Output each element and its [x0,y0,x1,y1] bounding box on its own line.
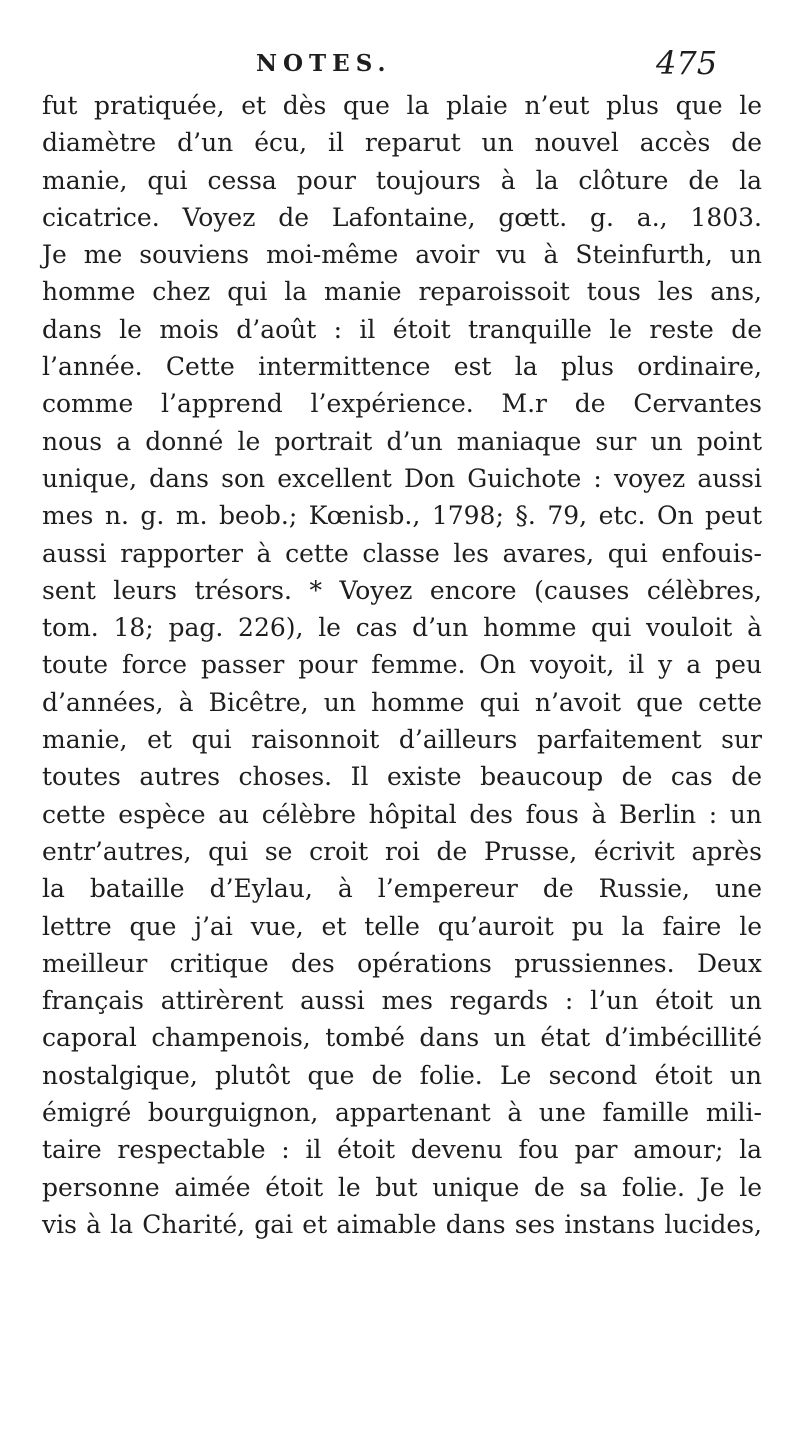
text-line: cette espèce au célèbre hôpital des fous à Berlin : un [42,799,762,829]
text-line: caporal champenois, tombé dans un état d’imbécillité [42,1023,762,1053]
body-text [42,87,762,1243]
text-line: unique, dans son excellent Don Guichote : voyez aussi [42,463,762,493]
page-number: 475 [656,44,718,82]
text-line: vis à la Charité, gai et aimable dans ses instans lucides, [42,1209,762,1239]
text-line: mes n. g. m. beob.; Kœnisb., 1798; §. 79, etc. On peut [42,501,762,531]
text-line: personne aimée étoit le but unique de sa folie. Je le [42,1172,762,1202]
text-line: nostalgique, plutôt que de folie. Le second étoit un [42,1060,762,1090]
text-line: dans le mois d’août : il étoit tranquille le reste de [42,314,762,344]
text-line: d’années, à Bicêtre, un homme qui n’avoit que cette [42,687,762,717]
text-line: homme chez qui la manie reparoissoit tous les ans, [42,277,762,307]
text-line: lettre que j’ai vue, et telle qu’auroit pu la faire le [42,911,762,941]
text-line: taire respectable : il étoit devenu fou par amour; la [42,1135,762,1165]
text-line: Je me souviens moi-même avoir vu à Steinfurth, un [42,240,762,270]
text-line: toute force passer pour femme. On voyoit, il y a peu [42,650,762,680]
running-head: NOTES. [256,50,392,77]
text-line: cicatrice. Voyez de Lafontaine, gœtt. g. a., 1803. [42,202,762,232]
text-line: la bataille d’Eylau, à l’empereur de Russie, une [42,874,762,904]
text-line: français attirèrent aussi mes regards : l’un étoit un [42,986,762,1016]
text-line: manie, qui cessa pour toujours à la clôture de la [42,165,762,195]
text-line: fut pratiquée, et dès que la plaie n’eut plus que le [42,91,762,120]
text-line: entr’autres, qui se croit roi de Prusse, écrivit après [42,836,762,866]
text-line: diamètre d’un écu, il reparut un nouvel accès de [42,128,762,158]
text-line: aussi rapporter à cette classe les avares, qui enfouis- [42,538,762,568]
text-line: émigré bourguignon, appartenant à une famille mili- [42,1098,762,1128]
text-line: l’année. Cette intermittence est la plus ordinaire, [42,352,762,382]
text-line: manie, et qui raisonnoit d’ailleurs parfaitement sur [42,725,762,755]
text-line: nous a donné le portrait d’un maniaque sur un point [42,426,762,456]
text-line: comme l’apprend l’expérience. M.r de Cervantes [42,389,762,419]
text-line: meilleur critique des opérations prussiennes. Deux [42,948,762,978]
text-line: sent leurs trésors. * Voyez encore (causes célèbres, [42,575,762,605]
text-line: toutes autres choses. Il existe beaucoup de cas de [42,762,762,792]
text-line: tom. 18; pag. 226), le cas d’un homme qui vouloit à [42,613,762,643]
